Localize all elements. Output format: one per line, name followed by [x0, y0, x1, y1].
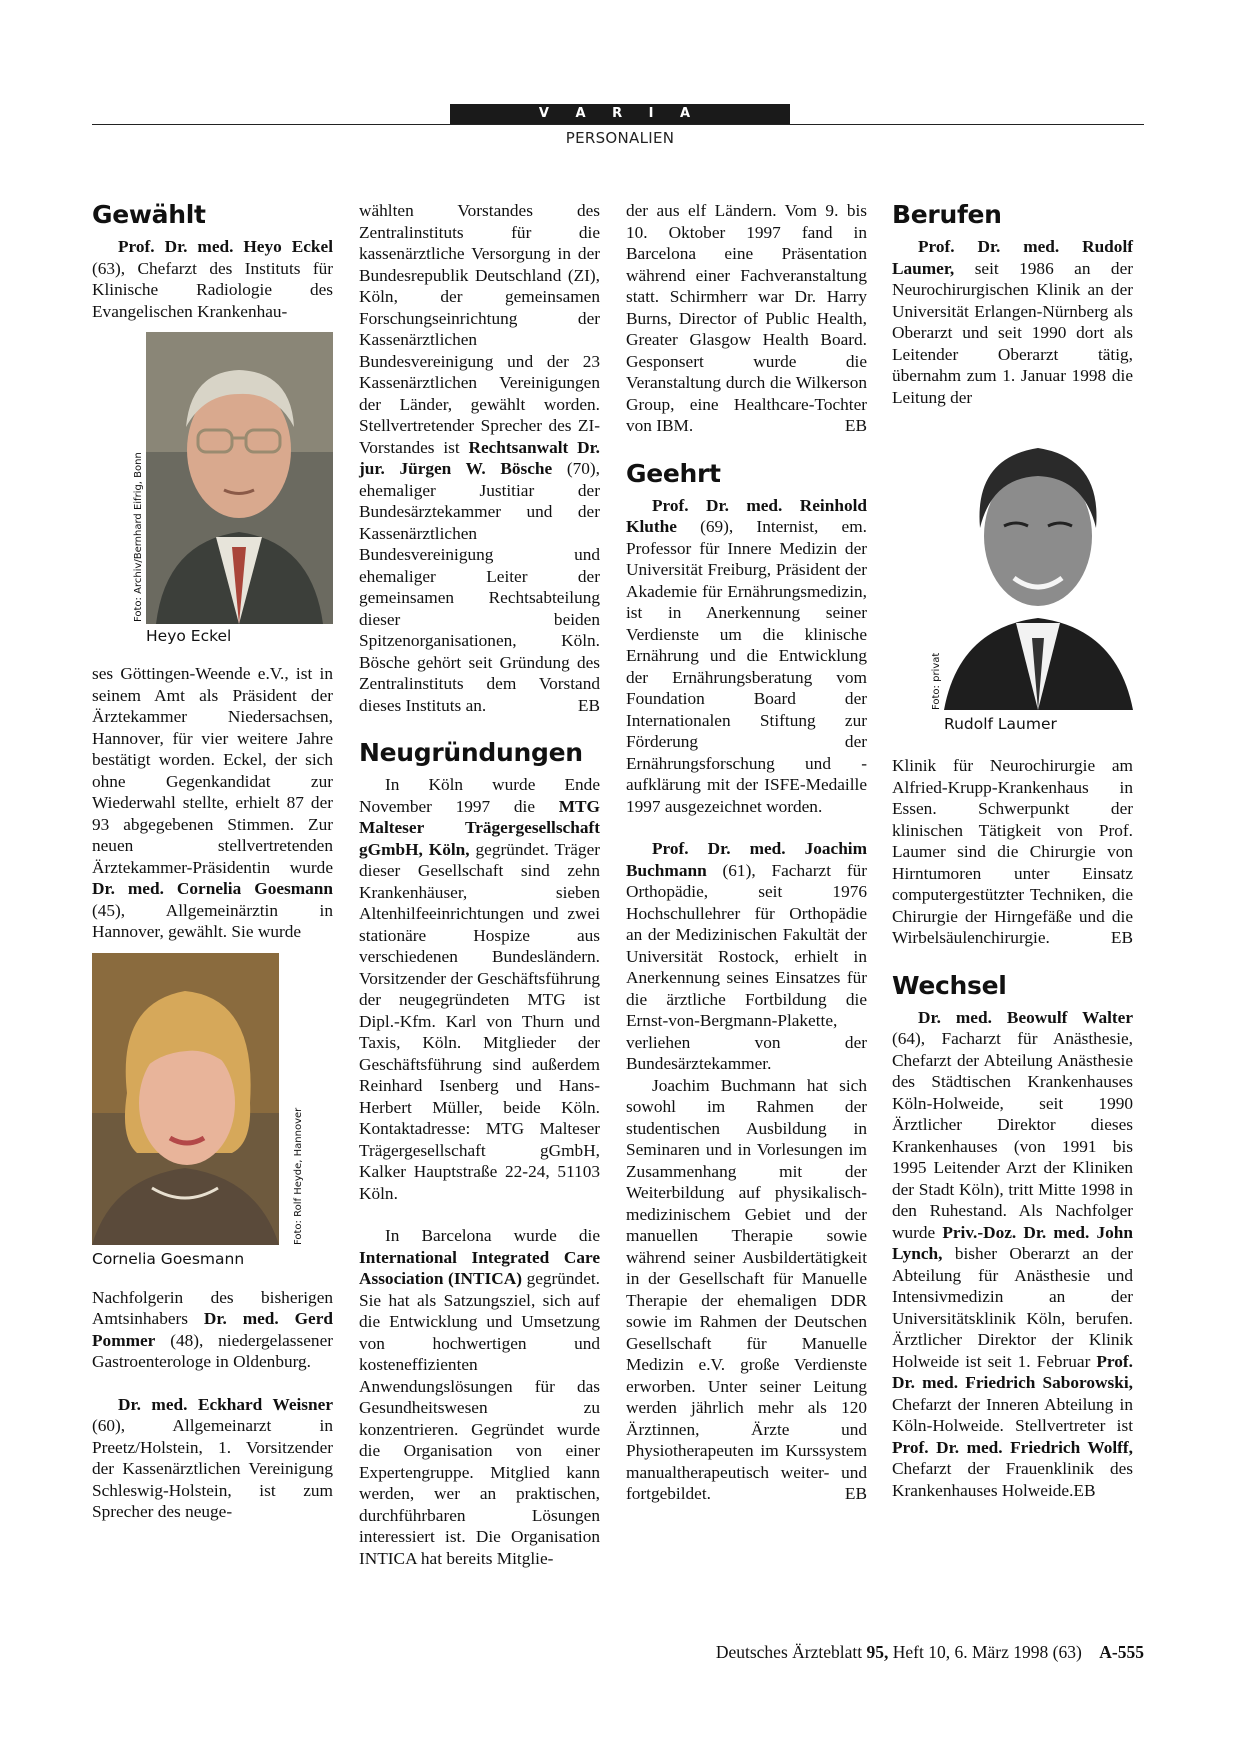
paragraph-laumer-cont: Klinik für Neurochirurgie am Alfried-Krupp-Krankenhaus in Essen. Schwerpunkt der klinischen Tätigkeit von Prof. Laumer sind die Chirurgie von Hirntumoren unter Einsatz computergestützter Techniken, die Chirurgie der Hirngefäße und die Wirbelsäulenchirurgie. EB: [892, 756, 1133, 947]
person-name: Prof. Dr. med. Friedrich Wolff,: [892, 1437, 1133, 1457]
volume-number: 95,: [866, 1642, 889, 1662]
person-name: Dr. med. Cornelia Goesmann: [92, 879, 333, 898]
portrait-image: [146, 332, 333, 624]
person-name: Dr. med. Gerd Pommer: [92, 1309, 333, 1350]
person-name: Prof. Dr. med. Heyo Eckel: [118, 237, 333, 256]
organization-name: MTG Malteser Trägergesellschaft gGmbH, Köln,: [359, 796, 600, 859]
heading-geehrt: Geehrt: [626, 458, 721, 488]
person-name: Prof. Dr. med. Joachim Buchmann: [626, 839, 867, 880]
portrait-photo-laumer: [944, 418, 1133, 710]
column-1: [92, 200, 333, 1523]
column-3: [626, 200, 867, 1505]
person-name: Dr. med. Eckhard Weisner: [118, 1394, 333, 1414]
paragraph-weisner-cont: wählten Vorstandes des Zentralinstituts für die kassenärztliche Versorgung in der Bundesrepublik Deutschland (ZI), Köln, der gemeinsamen Forschungseinrichtung der Kassenärztlichen Bundesvereinigung und der 23 Kassenärztlichen Vereinigungen der Länder, gewählt worden. Stellvertretender Sprecher des ZI-Vorstandes ist Rechtsanwalt Dr. jur. Jürgen W. Bösche (70), ehemaliger Justitiar der Bundesärztekammer und der Kassenärztlichen Bundesvereinigung und ehemaliger Leiter der gemeinsamen Rechtsabteilung dieser beiden Spitzenorganisationen, Köln. Bösche gehört seit Gründung des Zentralinstituts dem Vorstand dieses Instituts an. EB: [359, 201, 600, 715]
paragraph-eckel-cont: ses Göttingen-Weende e.V., ist in seinem Amt als Präsident der Ärztekammer Niedersachsen, Hannover, für vier weitere Jahre bestätigt worden. Eckel, der sich ohne Gegenkandidat zur Wiederwahl stellte, erhielt 87 der 93 abgegebenen Stimmen. Zur neuen stellvertretenden Ärztekammer-Präsidentin wurde Dr. med. Cornelia Goesmann (45), Allgemeinärztin in Hannover, gewählt. Sie wurde: [92, 664, 333, 941]
person-name: Rechtsanwalt Dr. jur. Jürgen W. Bösche: [359, 437, 600, 478]
photo-credit: Foto: Rolf Heyde, Hannover: [293, 1107, 304, 1245]
journal-name: Deutsches Ärzteblatt: [715, 1642, 867, 1662]
column-2: [359, 200, 600, 1569]
heading-berufen: Berufen: [892, 200, 1002, 229]
paragraph-buchmann-cont: Joachim Buchmann hat sich sowohl im Rahmen der studentischen Ausbildung in Seminaren und in Vorlesungen im Zusammenhang mit der Weiterbildung auf physikalisch-medizinischem Gebiet und der manuellen Therapie sowie während seiner Ausbildertätigkeit in der Gesellschaft für Manuelle Therapie der ehemaligen DDR sowie im Rahmen der Deutschen Gesellschaft für Manuelle Medizin e.V. große Verdienste erworben. Unter seiner Leitung werden jährlich mehr als 120 Ärztinnen, Ärzte und Physiotherapeuten im Kurssystem manualtherapeutisch weiter- und fortgebildet. EB: [626, 1075, 867, 1503]
section-title: V A R I A: [538, 106, 702, 121]
photo-block-eckel: [92, 332, 333, 647]
author-signature: EB: [577, 695, 600, 715]
author-signature: EB: [844, 1484, 867, 1503]
portrait-photo-eckel: [146, 332, 333, 624]
heading-gewaehlt: Gewählt: [92, 200, 206, 229]
paragraph-intica-cont: der aus elf Ländern. Vom 9. bis 10. Oktober 1997 fand in Barcelona eine Präsentation während einer Fachveranstaltung statt. Schirmherr war Dr. Harry Burns, Director of Public Health, Greater Glasgow Health Board. Gesponsert wurde die Veranstaltung durch die Wilkerson Group, eine Healthcare-Tochter von IBM. EB: [626, 201, 867, 435]
paragraph-weisner: Dr. med. Eckhard Weisner (60), Allgemeinarzt in Preetz/Holstein, 1. Vorsitzender der Kassenärztlichen Vereinigung Schleswig-Holstein, ist zum Sprecher des neuge-: [92, 1394, 333, 1521]
paragraph-eckel: Prof. Dr. med. Heyo Eckel (63), Chefarzt des Instituts für Klinische Radiologie des Evangelischen Krankenhau-: [92, 237, 333, 321]
person-name: Prof. Dr. med. Friedrich Saborowski,: [892, 1351, 1133, 1392]
section-subtitle: PERSONALIEN: [565, 129, 675, 147]
paragraph-mtg: In Köln wurde Ende November 1997 die MTG Malteser Trägergesellschaft gGmbH, Köln, gegründet. Träger dieser Gesellschaft sind zehn Krankenhäuser, sieben Altenhilfeeinrichtungen und zwei stationäre Hospize aus verschiedenen Bundesländern. Vorsitzender der Geschäftsführung der neugegründeten MTG ist Dipl.-Kfm. Karl von Thurn und Taxis, Köln. Mitglieder der Geschäftsführung sind außerdem Reinhard Isenberg und Hans-Herbert Müller, beide Köln. Kontaktadresse: MTG Malteser Trägergesellschaft gGmbH, Kalker Hauptstraße 22-24, 51103 Köln.: [359, 775, 600, 1203]
paragraph-laumer: Prof. Dr. med. Rudolf Laumer, seit 1986 an der Neurochirurgischen Klinik an der Universität Erlangen-Nürnberg als Oberarzt und seit 1990 dort als Leitender Oberarzt tätig, übernahm zum 1. Januar 1998 die Leitung der: [892, 237, 1133, 407]
author-signature: EB: [1110, 928, 1133, 947]
paragraph-buchmann: Prof. Dr. med. Joachim Buchmann (61), Facharzt für Orthopädie, seit 1976 Hochschullehrer für Orthopädie an der Medizinischen Fakultät der Universität Rostock, erhielt in Anerkennung seines Einsatzes für die ärztliche Fortbildung die Ernst-von-Bergmann-Plakette, verliehen von der Bundesärztekammer.: [626, 839, 867, 1073]
person-name: Dr. med. Beowulf Walter: [918, 1007, 1133, 1027]
photo-credit: Foto: Archiv/Bernhard Eifrig, Bonn: [133, 452, 144, 622]
page-number: A-555: [1099, 1642, 1144, 1662]
photo-block-laumer: [892, 418, 1133, 743]
organization-name: International Integrated Care Association (INTICA): [359, 1247, 600, 1288]
heading-neugruendungen: Neugründungen: [359, 738, 583, 767]
paragraph-intica: In Barcelona wurde die International Integrated Care Association (INTICA) gegründet. Sie hat als Satzungsziel, sich auf die Entwicklung und Umsetzung von hochwertigen und kosteneffizienten Anwendungslösungen für das Gesundheitswesen zu konzentrieren. Gegründet wurde die Organisation von einer Expertengruppe. Mitglied kann werden, wer an praktischen, durchführbaren Lösungen interessiert ist. Die Organisation INTICA hat bereits Mitglie-: [359, 1226, 600, 1568]
paragraph-walter: Dr. med. Beowulf Walter (64), Facharzt für Anästhesie, Chefarzt der Abteilung Anästhesie des Städtischen Krankenhauses Köln-Holweide, seit 1990 Ärztlicher Direktor dieses Krankenhauses (von 1991 bis 1995 Leitender Arzt der Kliniken der Stadt Köln), tritt Mitte 1998 in den Ruhestand. Als Nachfolger wurde Priv.-Doz. Dr. med. John Lynch, bisher Oberarzt an der Abteilung für Anästhesie und Intensivmedizin an der Universitätsklinik Köln, berufen. Ärztlicher Direktor der Klinik Holweide ist seit 1. Februar Prof. Dr. med. Friedrich Saborowski, Chefarzt der Inneren Abteilung in Köln-Holweide. Stellvertreter ist Prof. Dr. med. Friedrich Wolff, Chefarzt der Frauenklinik des Krankenhauses Holweide.EB: [892, 1007, 1133, 1500]
author-signature: EB: [844, 416, 867, 435]
heading-wechsel: Wechsel: [892, 970, 1007, 1000]
page-footer: [620, 1642, 1144, 1663]
photo-caption: Rudolf Laumer: [944, 715, 1057, 733]
portrait-image: [92, 953, 279, 1245]
author-signature: EB: [1073, 1480, 1096, 1500]
photo-credit: Foto: privat: [931, 652, 942, 710]
column-4: [892, 200, 1133, 1501]
portrait-photo-goesmann: [92, 953, 279, 1245]
person-name: Prof. Dr. med. Reinhold Kluthe: [626, 495, 867, 536]
paragraph-pommer: Nachfolgerin des bisherigen Amtsinhabers Dr. med. Gerd Pommer (48), niedergelassener Gastroenterologe in Oldenburg.: [92, 1287, 333, 1371]
paragraph-kluthe: Prof. Dr. med. Reinhold Kluthe (69), Internist, em. Professor für Innere Medizin der Universität Freiburg, Präsident der Akademie für Ernährungsmedizin, ist in Anerkennung seiner Verdienste um die klinische Ernährung und die Entwicklung der Ernährungsberatung vom Foundation Board der Internationalen Stiftung zur Förderung der Ernährungsforschung und -aufklärung mit der ISFE-Medaille 1997 ausgezeichnet worden.: [626, 495, 867, 816]
photo-block-goesmann: [92, 953, 333, 1273]
photo-caption: Cornelia Goesmann: [92, 1249, 245, 1268]
person-name: Prof. Dr. med. Rudolf Laumer,: [892, 237, 1133, 278]
photo-caption: Heyo Eckel: [146, 627, 232, 645]
person-name: Priv.-Doz. Dr. med. John Lynch,: [892, 1222, 1133, 1263]
header-rule: [92, 124, 1144, 125]
portrait-image: [944, 418, 1133, 710]
issue-info: Heft 10, 6. März 1998 (63): [888, 1642, 1082, 1662]
